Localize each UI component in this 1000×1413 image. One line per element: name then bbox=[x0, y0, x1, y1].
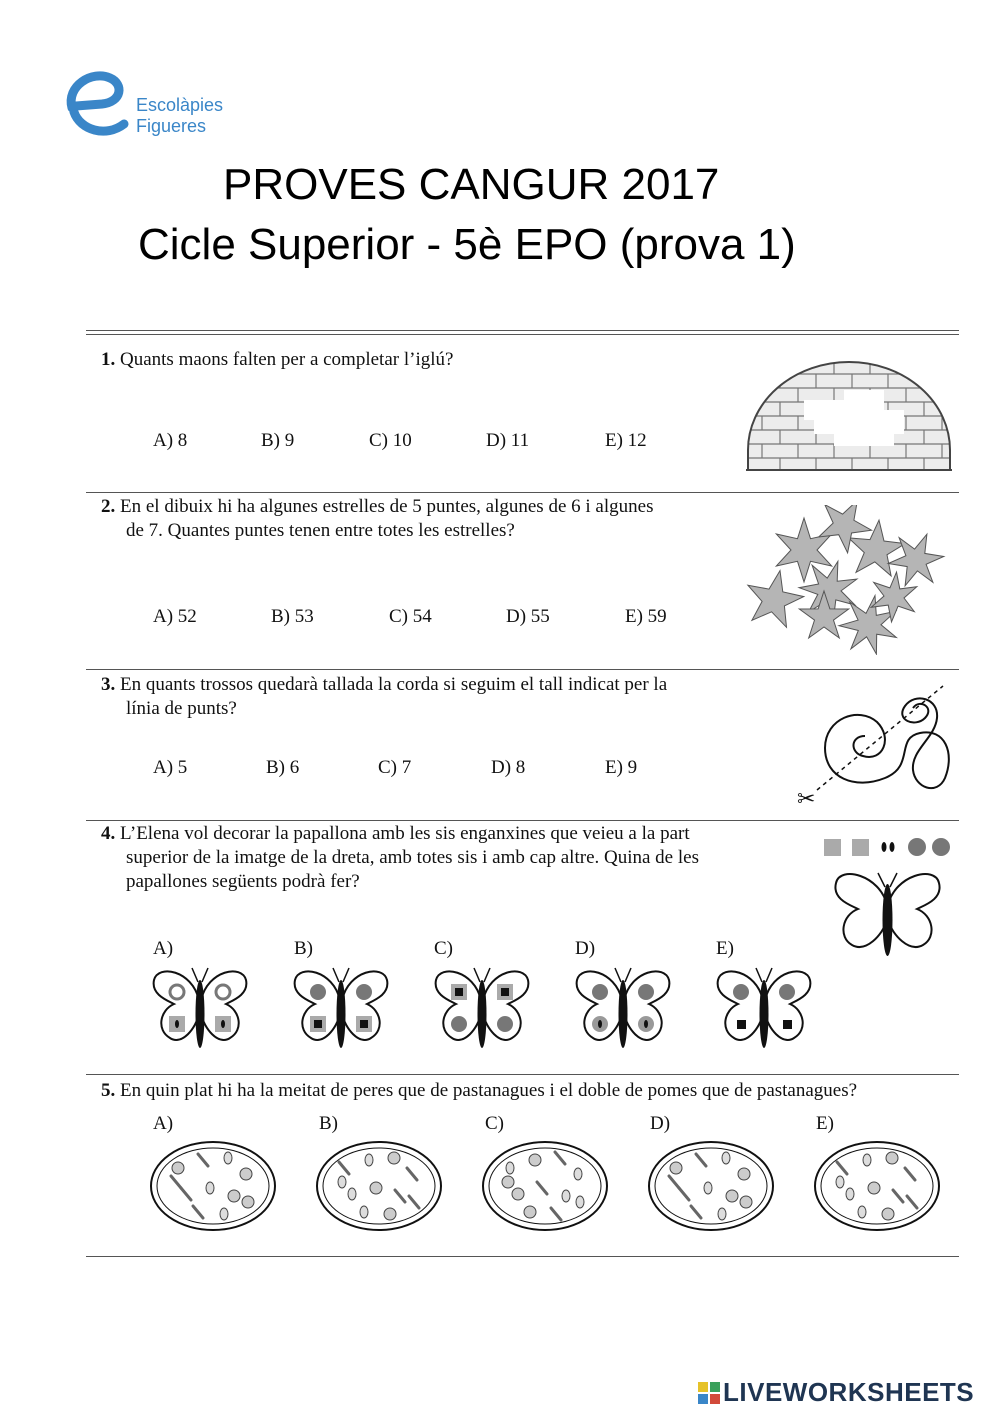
scissors-icon: ✂ bbox=[797, 787, 816, 812]
q1-option-c[interactable]: C) 10 bbox=[369, 430, 412, 451]
liveworksheets-logo-icon bbox=[697, 1381, 721, 1405]
butterfly-option-e[interactable] bbox=[714, 962, 814, 1052]
butterfly-option-c[interactable] bbox=[432, 962, 532, 1052]
q4-option-e[interactable]: E) bbox=[716, 938, 734, 959]
butterfly-option-d[interactable] bbox=[573, 962, 673, 1052]
question-1-number: 1. bbox=[101, 349, 116, 370]
q1-option-b[interactable]: B) 9 bbox=[261, 430, 295, 451]
plate-option-d[interactable] bbox=[646, 1138, 776, 1233]
q3-option-a[interactable]: A) 5 bbox=[153, 757, 188, 778]
question-5 bbox=[101, 1079, 857, 1103]
stickers-row bbox=[822, 836, 954, 860]
butterfly-option-a[interactable] bbox=[150, 962, 250, 1052]
q3-option-c[interactable]: C) 7 bbox=[378, 757, 412, 778]
logo-line1: Escolàpies bbox=[136, 95, 224, 115]
stars-image bbox=[744, 505, 949, 655]
plate-option-b[interactable] bbox=[314, 1138, 444, 1233]
q1-option-e[interactable]: E) 12 bbox=[605, 430, 647, 451]
q2-option-c[interactable]: C) 54 bbox=[389, 606, 432, 627]
q5-option-e[interactable]: E) bbox=[816, 1113, 834, 1134]
question-1 bbox=[101, 348, 453, 372]
plate-option-a[interactable] bbox=[148, 1138, 278, 1233]
logo-text bbox=[136, 95, 223, 137]
page-subtitle: Cicle Superior - 5è EPO (prova 1) bbox=[138, 220, 796, 269]
question-4-text-line2: superior de la imatge de la dreta, amb totes sis i amb cap altre. Quina de les bbox=[126, 847, 699, 868]
question-3-text-line1: En quants trossos quedarà tallada la corda si seguim el tall indicat per la bbox=[120, 674, 668, 695]
question-2-text-line2: de 7. Quantes puntes tenen entre totes les estrelles? bbox=[126, 520, 515, 541]
question-5-number: 5. bbox=[101, 1080, 116, 1101]
q2-option-b[interactable]: B) 53 bbox=[271, 606, 314, 627]
question-4-number: 4. bbox=[101, 823, 116, 844]
rope-image bbox=[795, 678, 955, 813]
question-4-text-line3: papallones següents podrà fer? bbox=[126, 871, 360, 892]
q3-option-e[interactable]: E) 9 bbox=[605, 757, 638, 778]
question-1-text: Quants maons falten per a completar l’iglú? bbox=[120, 349, 454, 370]
question-3-text-line2: línia de punts? bbox=[126, 698, 237, 719]
q1-option-d[interactable]: D) 11 bbox=[486, 430, 530, 451]
plate-option-e[interactable] bbox=[812, 1138, 942, 1233]
q2-option-a[interactable]: A) 52 bbox=[153, 606, 197, 627]
q1-option-a[interactable]: A) 8 bbox=[153, 430, 188, 451]
question-4 bbox=[101, 822, 699, 894]
question-2-text-line1: En el dibuix hi ha algunes estrelles de 5 puntes, algunes de 6 i algunes bbox=[120, 496, 654, 517]
butterfly-reference bbox=[830, 865, 945, 960]
question-2-number: 2. bbox=[101, 496, 116, 517]
q4-option-d[interactable]: D) bbox=[575, 938, 596, 959]
q3-option-b[interactable]: B) 6 bbox=[266, 757, 300, 778]
igloo-image bbox=[744, 360, 954, 475]
q5-option-d[interactable]: D) bbox=[650, 1113, 671, 1134]
q4-option-b[interactable]: B) bbox=[294, 938, 313, 959]
q5-option-a[interactable]: A) bbox=[153, 1113, 174, 1134]
watermark-text: LIVEWORKSHEETS bbox=[723, 1377, 975, 1407]
butterfly-option-b[interactable] bbox=[291, 962, 391, 1052]
q2-option-d[interactable]: D) 55 bbox=[506, 606, 550, 627]
q2-option-e[interactable]: E) 59 bbox=[625, 606, 667, 627]
q5-option-b[interactable]: B) bbox=[319, 1113, 338, 1134]
escolapies-logo-icon bbox=[62, 68, 134, 138]
question-3 bbox=[101, 673, 667, 721]
logo-line2: Figueres bbox=[136, 116, 207, 136]
question-2 bbox=[101, 495, 653, 543]
page-title: PROVES CANGUR 2017 bbox=[223, 160, 720, 209]
plate-option-c[interactable] bbox=[480, 1138, 610, 1233]
q4-option-a[interactable]: A) bbox=[153, 938, 174, 959]
question-5-text: En quin plat hi ha la meitat de peres que de pastanagues i el doble de pomes que de pastanagues? bbox=[120, 1080, 858, 1101]
q3-option-d[interactable]: D) 8 bbox=[491, 757, 526, 778]
q4-option-c[interactable]: C) bbox=[434, 938, 453, 959]
question-4-text-line1: L’Elena vol decorar la papallona amb les sis enganxines que veieu a la part bbox=[120, 823, 690, 844]
q5-option-c[interactable]: C) bbox=[485, 1113, 504, 1134]
question-3-number: 3. bbox=[101, 674, 116, 695]
